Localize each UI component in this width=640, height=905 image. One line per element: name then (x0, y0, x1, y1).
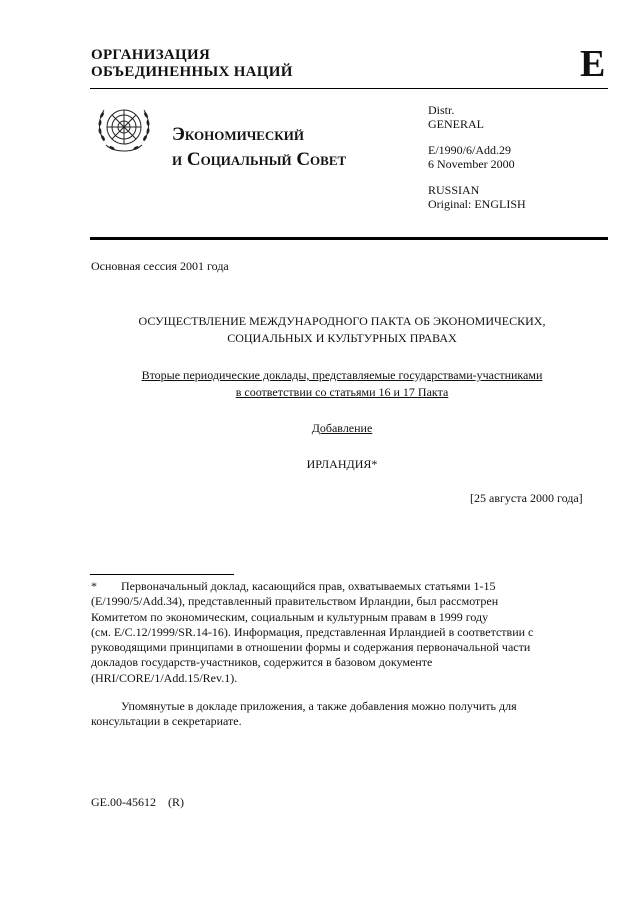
footnote-line: (E/1990/5/Add.34), представленный правительством Ирландии, был рассмотрен (91, 594, 499, 609)
meta-original: Original: ENGLISH (428, 197, 526, 211)
footnote-line: руководящими принципами в отношении формы и содержания первоначальной части (91, 640, 531, 655)
footnote (91, 579, 591, 686)
council-line-2: и Социальный Совет (172, 149, 347, 170)
footnote-line: (HRI/CORE/1/Add.15/Rev.1). (91, 670, 238, 685)
title-line-2: СОЦИАЛЬНЫХ И КУЛЬТУРНЫХ ПРАВАХ (227, 331, 457, 345)
document-meta (428, 103, 526, 211)
annex-note (91, 699, 591, 730)
language-letter: E (580, 43, 606, 85)
un-emblem-icon (94, 103, 154, 157)
session-label: Основная сессия 2001 года (91, 259, 229, 273)
meta-symbol: E/1990/6/Add.29 (428, 143, 511, 157)
document-title (90, 313, 594, 347)
document-subtitle (90, 367, 594, 401)
addendum-text: Добавление (311, 421, 373, 435)
header-rule (90, 88, 608, 89)
footnote-line: Комитетом по экономическим, социальным и культурным правам в 1999 году (91, 609, 489, 624)
organization-name (91, 47, 293, 81)
report-date: [25 августа 2000 года] (470, 491, 583, 505)
title-line-1: ОСУЩЕСТВЛЕНИЕ МЕЖДУНАРОДНОГО ПАКТА ОБ ЭКОНОМИЧЕСКИХ, (138, 314, 546, 328)
meta-date: 6 November 2000 (428, 157, 515, 171)
note-line-2: консультации в секретариате. (91, 714, 242, 729)
meta-distribution: GENERAL (428, 117, 484, 131)
addendum-label (90, 420, 594, 437)
country-name: ИРЛАНДИЯ* (306, 457, 378, 471)
note-line-1: Упомянутые в докладе приложения, а также добавления можно получить для (121, 699, 517, 713)
subtitle-line-1: Вторые периодические доклады, представляемые государствами-участниками (141, 368, 543, 382)
ge-code: GE.00-45612 (R) (91, 795, 184, 809)
header-thick-rule (90, 237, 608, 240)
meta-distr: Distr. (428, 103, 455, 117)
footnote-line: * Первоначальный доклад, касающийся прав, охватываемых статьями 1-15 (91, 579, 496, 593)
council-name (172, 122, 346, 172)
subtitle-line-2: в соответствии со статьями 16 и 17 Пакта (235, 385, 449, 399)
org-line-1: ОРГАНИЗАЦИЯ (91, 47, 211, 63)
meta-language: RUSSIAN (428, 183, 480, 197)
council-line-1: Экономический (172, 124, 304, 145)
footnote-line: докладов государств-участников, содержится в базовом документе (91, 655, 433, 670)
footnote-rule (90, 574, 234, 575)
footnote-line: (см. E/C.12/1999/SR.14-16). Информация, представленная Ирландией в соответствии с (91, 624, 534, 639)
org-line-2: ОБЪЕДИНЕННЫХ НАЦИЙ (91, 64, 293, 80)
